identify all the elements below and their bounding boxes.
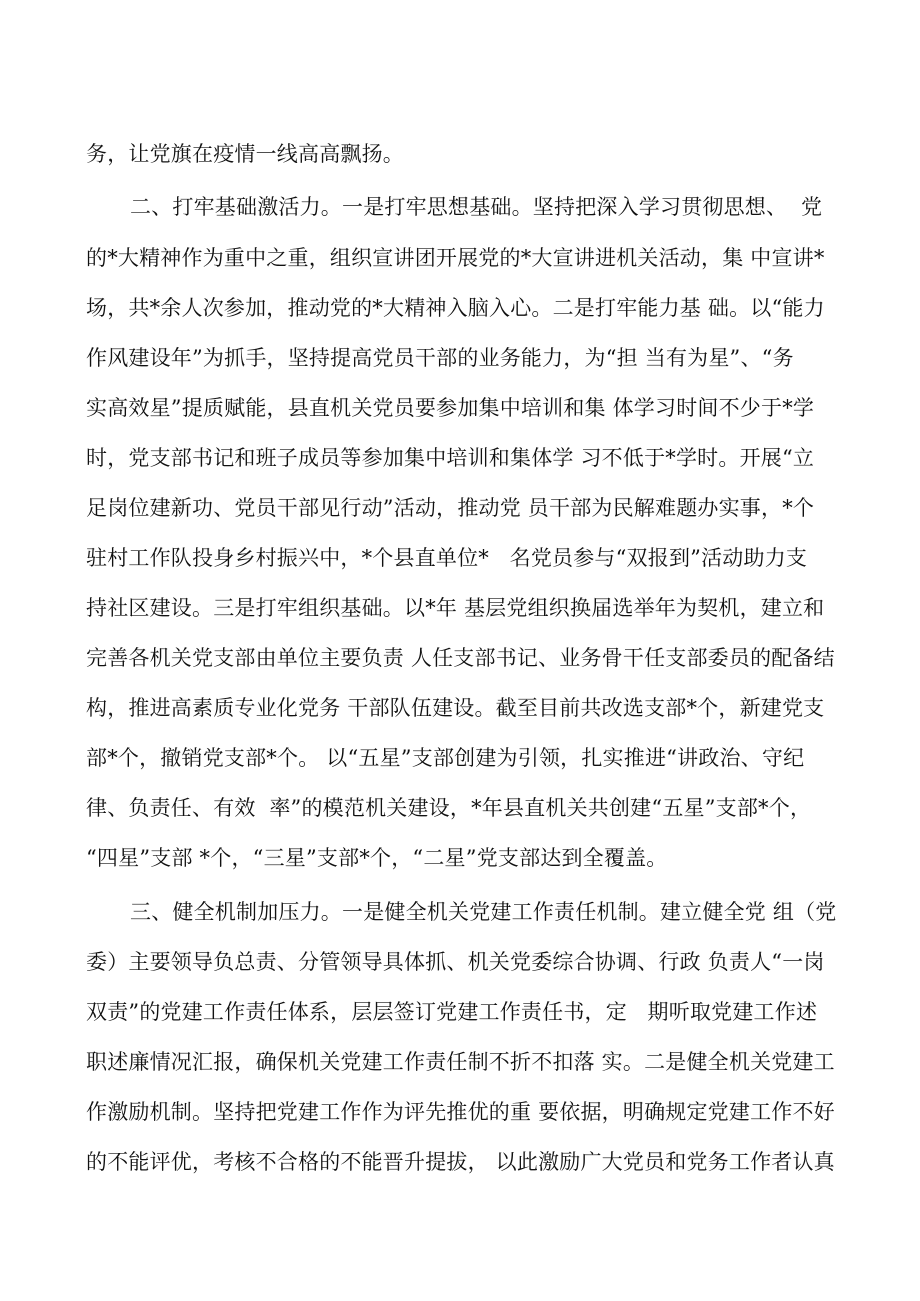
text-line: 律、负责任、有效 率”的模范机关建设，*年县直机关共创建“五星”支部*个， (86, 796, 812, 820)
text-line: “四星”支部 *个，“三星”支部*个，“二星”党支部达到全覆盖。 (86, 846, 668, 870)
text-line: 委）主要领导负总责、分管领导具体抓、机关党委综合协调、行政 负责人“一岗 (86, 950, 825, 974)
text-line: 作风建设年”为抓手，坚持提高党员干部的业务能力，为“担 当有为星”、“务 (86, 346, 794, 370)
text-line: 构，推进高素质专业化党务 干部队伍建设。截至目前共改选支部*个，新建党支 (86, 696, 825, 720)
text-line: 的不能评优，考核不合格的不能晋升提拔， 以此激励广大党员和党务工作者认真 (86, 1150, 835, 1174)
text-line: 三、健全机制加压力。一是健全机关党建工作责任机制。建立健全党 组（党 (130, 900, 837, 924)
text-line: 持社区建设。三是打牢组织基础。以*年 基层党组织换届选举年为契机，建立和 (86, 596, 825, 620)
text-line: 双责”的党建工作责任体系，层层签订党建工作责任书，定 期听取党建工作述 (86, 1000, 818, 1024)
text-line: 作激励机制。坚持把党建工作作为评先推优的重 要依据，明确规定党建工作不好 (86, 1100, 835, 1124)
text-line: 实高效星”提质赋能，县直机关党员要参加集中培训和集 体学习时间不少于*学 (86, 396, 815, 420)
text-line: 职述廉情况汇报，确保机关党建工作责任制不折不扣落 实。二是健全机关党建工 (86, 1050, 835, 1074)
text-line: 完善各机关党支部由单位主要负责 人任支部书记、业务骨干任支部委员的配备结 (86, 646, 835, 670)
text-line: 务，让党旗在疫情一线高高飘扬。 (86, 142, 404, 166)
text-line: 场，共*余人次参加，推动党的*大精神入脑入心。二是打牢能力基 础。以“能力 (86, 296, 825, 320)
text-line: 二、打牢基础激活力。一是打牢思想基础。坚持把深入学习贯彻思想、 党 (130, 195, 823, 219)
text-line: 时，党支部书记和班子成员等参加集中培训和集体学 习不低于*学时。开展“立 (86, 446, 815, 470)
text-line: 足岗位建新功、党员干部见行动”活动，推动党 员干部为民解难题办实事，*个 (86, 496, 815, 520)
text-line: 驻村工作队投身乡村振兴中，*个县直单位* 名党员参与“双报到”活动助力支 (86, 546, 808, 570)
text-line: 的*大精神作为重中之重，组织宣讲团开展党的*大宣讲进机关活动，集 中宣讲* (86, 246, 825, 270)
text-line: 部*个，撤销党支部*个。 以“五星”支部创建为引领，扎实推进“讲政治、守纪 (86, 746, 805, 770)
